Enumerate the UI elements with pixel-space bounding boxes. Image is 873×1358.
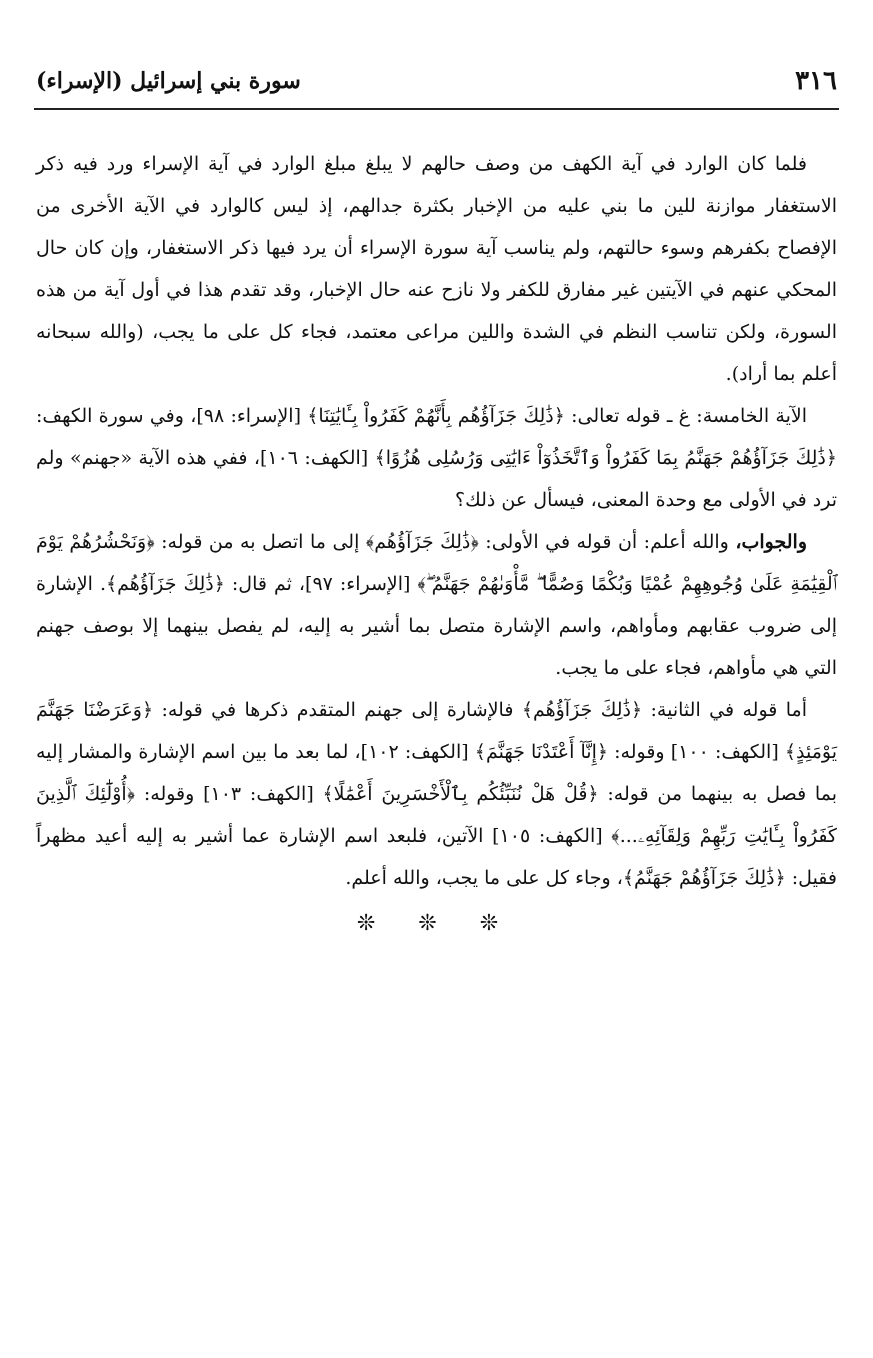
paragraph-1: فلما كان الوارد في آية الكهف من وصف حالهم لا يبلغ مبلغ الوارد في آية الإسراء ورد فيه ذكر الاستغفار موازنة للين ما بني عليه من الإخبار بكثرة جدالهم، إذ ليس كالوارد في الآية الأخرى من الإفصاح بكفرهم وسوء حالتهم، ولم يناسب آية سورة الإسراء أن يرد فيها ذكر الاستغفار، وإن كان حال المحكي عنهم في الآيتين غير مفارق للكفر ولا نازح عنه حال الإخبار، وقد تقدم هذا في أول آية من هذه السورة، ولكن تناسب النظم في الشدة واللين مراعى معتمد، فجاء كل على ما يجب، (والله سبحانه أعلم بما أراد). — [36, 153, 837, 385]
section-separator-stars: ❊ ❊ ❊ — [356, 911, 517, 936]
header-rule — [34, 108, 839, 110]
paragraph-4: أما قوله في الثانية: ﴿ذَٰلِكَ جَزَآؤُهُم﴾ فالإشارة إلى جهنم المتقدم ذكرها في قوله: ﴿وَعَرَضْنَا جَهَنَّمَ يَوْمَئِذٍ﴾ [الكهف: ١٠٠] وقوله: ﴿إِنَّآ أَعْتَدْنَا جَهَنَّمَ﴾ [الكهف: ١٠٢]، لما بعد ما بين اسم الإشارة والمشار إليه بما فصل به بينهما من قوله: ﴿قُلْ هَلْ نُنَبِّئُكُم بِٱلْأَخْسَرِينَ أَعْمَٰلًا﴾ [الكهف: ١٠٣] وقوله: ﴿أُوْلَٰٓئِكَ ٱلَّذِينَ كَفَرُواْ بِـَٔايَٰتِ رَبِّهِمْ وَلِقَآئِهِۦ...﴾ [الكهف: ١٠٥] الآتين، فلبعد اسم الإشارة عما أشير به إليه أعيد مظهراً فقيل: ﴿ذَٰلِكَ جَزَآؤُهُمْ جَهَنَّمُ﴾، وجاء كل على ما يجب، والله أعلم. — [36, 699, 838, 889]
paragraph-2: الآية الخامسة: غ ـ قوله تعالى: ﴿ذَٰلِكَ جَزَآؤُهُم بِأَنَّهُمْ كَفَرُواْ بِـَٔايَٰتِنَا﴾ [الإسراء: ٩٨]، وفي سورة الكهف: ﴿ذَٰلِكَ جَزَآؤُهُمْ جَهَنَّمُ بِمَا كَفَرُواْ وَٱتَّخَذُوٓاْ ءَايَٰتِى وَرُسُلِى هُزُوًا﴾ [الكهف: ١٠٦]، ففي هذه الآية «جهنم» ولم ترد في الأولى مع وحدة المعنى، فيسأل عن ذلك؟ — [36, 405, 837, 511]
paragraph-3-text: والله أعلم: أن قوله في الأولى: ﴿ذَٰلِكَ جَزَآؤُهُم﴾ إلى ما اتصل به من قوله: ﴿وَنَحْشُرُهُمْ يَوْمَ ٱلْقِيَٰمَةِ عَلَىٰ وُجُوهِهِمْ عُمْيًا وَبُكْمًا وَصُمًّا ۖ مَّأْوَىٰهُمْ جَهَنَّمُ ۖ﴾ [الإسراء: ٩٧]، ثم قال: ﴿ذَٰلِكَ جَزَآؤُهُم﴾. الإشارة إلى ضروب عقابهم ومأواهم، واسم الإشارة متصل بما أشير به إليه، لم يفصل بينهما إلا بوصف جهنم التي هي مأواهم، فجاء على ما يجب. — [36, 531, 838, 679]
page-body — [36, 143, 837, 945]
page-header — [36, 58, 837, 104]
answer-lead: والجواب، — [735, 531, 807, 553]
running-title: سورة بني إسرائيل (الإسراء) — [36, 68, 301, 94]
paragraph-3 — [36, 521, 837, 689]
page-number: ٣١٦ — [795, 66, 837, 96]
